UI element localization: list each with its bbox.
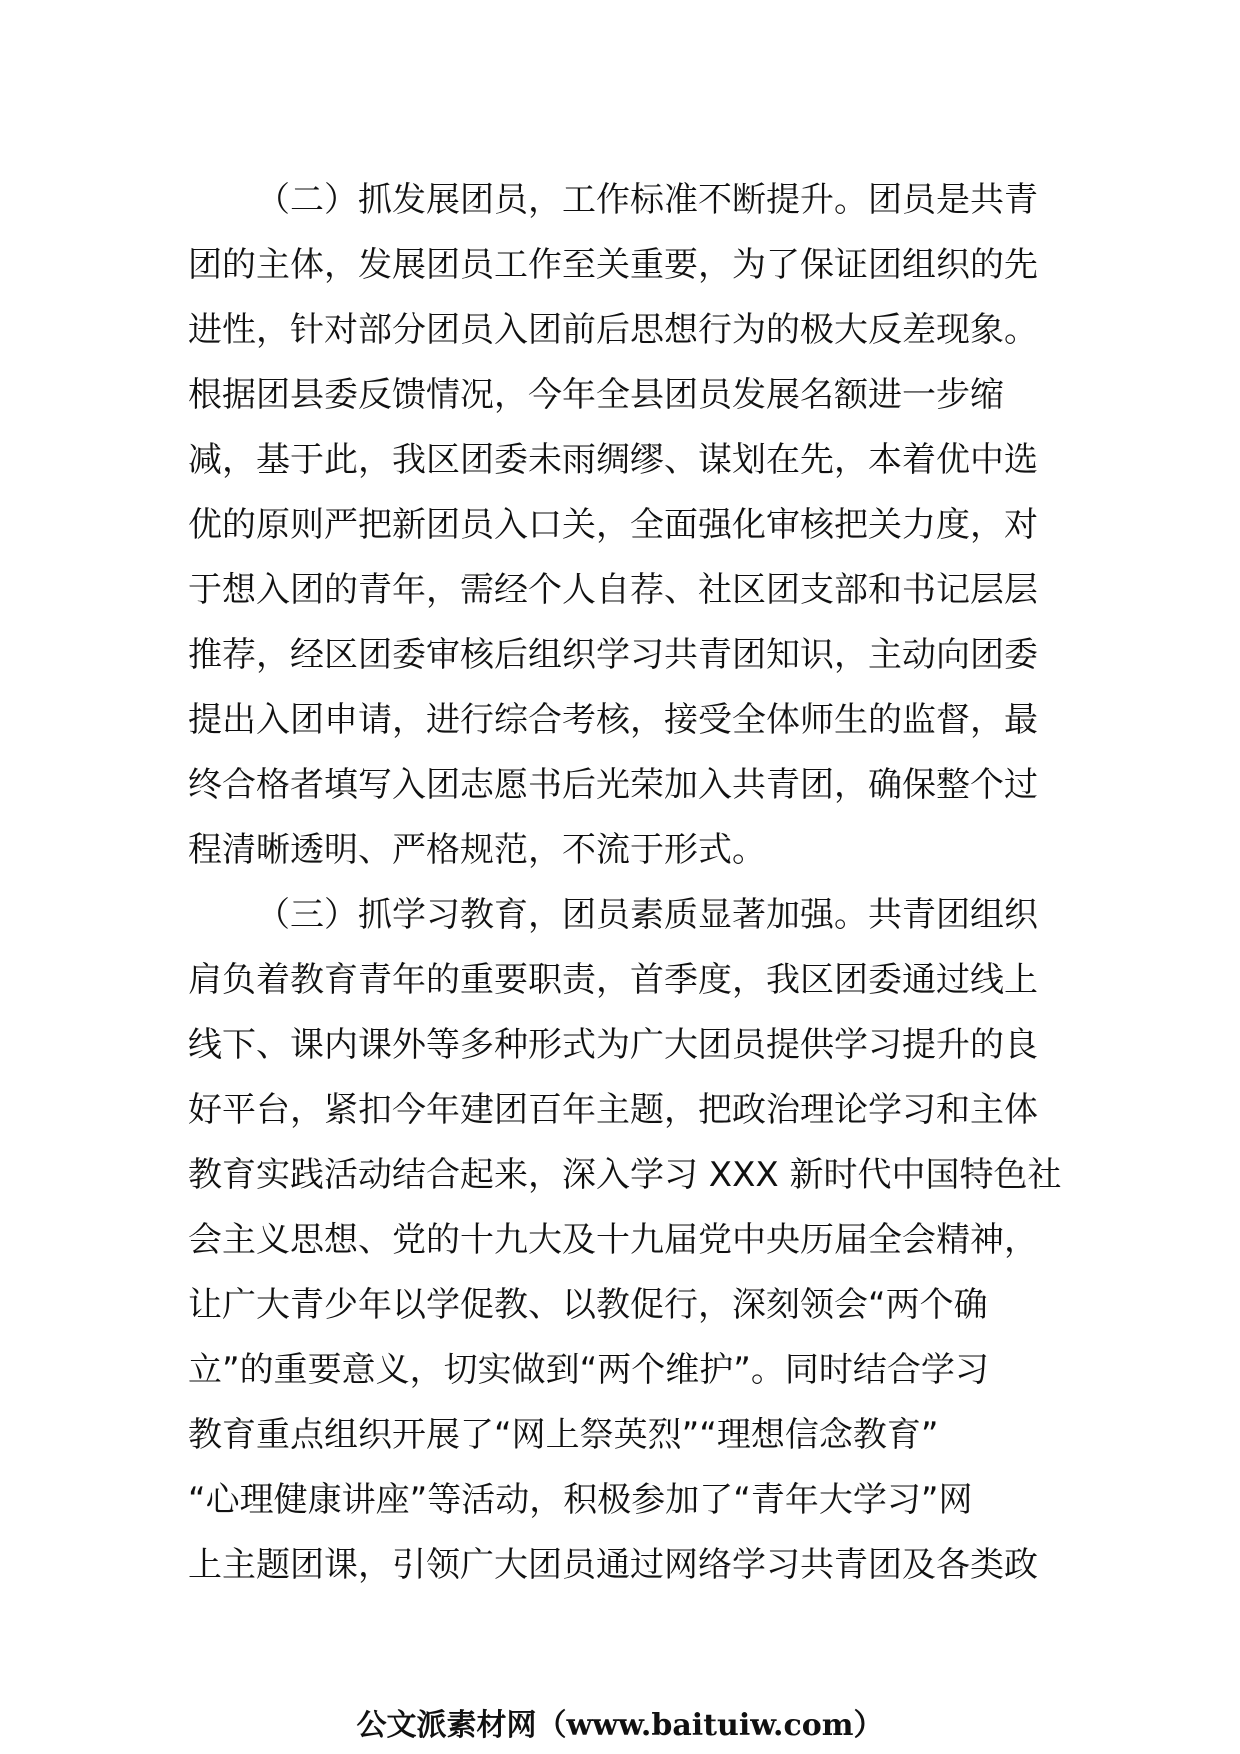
text-line: （三）抓学习教育，团员素质显著加强。共青团组织 (256, 895, 1038, 935)
text-line: （二）抓发展团员，工作标准不断提升。团员是共青 (256, 180, 1038, 220)
text-line: 终合格者填写入团志愿书后光荣加入共青团，确保整个过 (188, 765, 1038, 805)
document-body (188, 168, 1062, 1598)
text-line: 进性，针对部分团员入团前后思想行为的极大反差现象。 (188, 310, 1038, 350)
text-line: 上主题团课，引领广大团员通过网络学习共青团及各类政 (188, 1545, 1038, 1585)
text-line: 于想入团的青年，需经个人自荐、社区团支部和书记层层 (188, 570, 1038, 610)
text-line: 提出入团申请，进行综合考核，接受全体师生的监督，最 (188, 700, 1038, 740)
text-line: 立”的重要意义，切实做到“两个维护”。同时结合学习 (188, 1350, 989, 1390)
text-line: 优的原则严把新团员入口关，全面强化审核把关力度，对 (188, 505, 1038, 545)
text-line: 线下、课内课外等多种形式为广大团员提供学习提升的良 (188, 1025, 1038, 1065)
text-line: “心理健康讲座”等活动，积极参加了“青年大学习”网 (188, 1480, 973, 1520)
paragraph-3 (188, 883, 1062, 1598)
paragraph-2 (188, 168, 1052, 883)
text-line: 让广大青少年以学促教、以教促行，深刻领会“两个确 (188, 1285, 988, 1325)
text-line: 根据团县委反馈情况，今年全县团员发展名额进一步缩 (188, 375, 1004, 415)
text-line: 肩负着教育青年的重要职责，首季度，我区团委通过线上 (188, 960, 1038, 1000)
text-line: 减，基于此，我区团委未雨绸缪、谋划在先，本着优中选 (188, 440, 1038, 480)
text-line: 教育重点组织开展了“网上祭英烈”“理想信念教育” (188, 1415, 939, 1455)
text-line: 程清晰透明、严格规范，不流于形式。 (188, 830, 766, 870)
text-line: 教育实践活动结合起来，深入学习 XXX 新时代中国特色社 (188, 1155, 1062, 1195)
text-line: 团的主体，发展团员工作至关重要，为了保证团组织的先 (188, 245, 1038, 285)
page-footer-watermark: 公文派素材网（www.baituiw.com） (356, 1708, 884, 1743)
text-line: 会主义思想、党的十九大及十九届党中央历届全会精神， (188, 1220, 1038, 1260)
text-line: 好平台，紧扣今年建团百年主题，把政治理论学习和主体 (188, 1090, 1038, 1130)
text-line: 推荐，经区团委审核后组织学习共青团知识，主动向团委 (188, 635, 1038, 675)
